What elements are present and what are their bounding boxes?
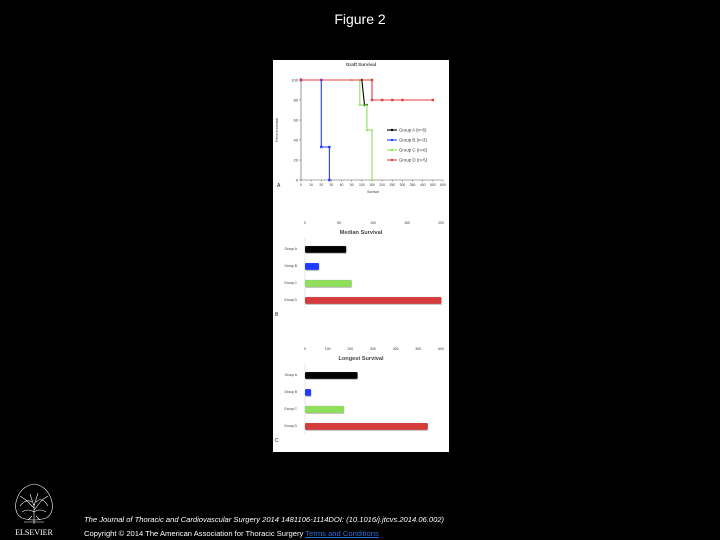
graft-xtick-label: 350 — [409, 183, 416, 187]
median-bar — [305, 246, 346, 253]
elsevier-logo — [6, 478, 62, 538]
figure-svg — [273, 60, 449, 452]
graft-point — [300, 79, 302, 81]
longest-bar-shadow — [306, 379, 358, 380]
graft-point — [328, 146, 330, 148]
median-xtick-label: 0 — [304, 221, 306, 225]
median-bar-shadow — [306, 270, 320, 271]
graft-legend-marker — [391, 159, 393, 161]
longest-category-label: Group C — [284, 407, 297, 411]
graft-xtick-label: 10 — [309, 183, 314, 187]
graft-point — [371, 99, 373, 101]
graft-xtick-label: 400 — [419, 183, 426, 187]
graft-ytick-label: 20 — [293, 157, 298, 163]
graft-legend-marker — [391, 139, 393, 141]
median-bar-shadow — [306, 304, 442, 305]
graft-xtick-label: 20 — [319, 183, 324, 187]
graft-xtick-label: 500 — [430, 183, 436, 187]
graft-xtick-label: 50 — [349, 183, 354, 187]
median-category-label: Group A — [284, 247, 297, 251]
median-title: Median Survival — [339, 230, 383, 236]
median-bar-shadow — [306, 287, 352, 288]
longest-xtick-label: 600 — [438, 347, 444, 351]
longest-title: Longest Survival — [338, 356, 384, 362]
graft-xtick-label: 150 — [369, 183, 375, 187]
graft-survival-title: Graft Survival — [345, 62, 377, 67]
graft-ylabel: Percent survival — [275, 118, 279, 142]
graft-xlabel: Survival — [367, 190, 379, 194]
longest-bar — [305, 406, 344, 413]
longest-category-label: Group B — [284, 390, 297, 394]
graft-point — [432, 99, 434, 101]
graft-point — [401, 99, 403, 101]
median-bar — [305, 280, 352, 287]
longest-bar-shadow — [306, 430, 428, 431]
median-category-label: Group D — [284, 298, 297, 302]
graft-xtick-label: 0 — [300, 183, 302, 187]
terms-link[interactable]: Terms and Conditions — [305, 529, 379, 538]
copyright-text — [84, 529, 379, 538]
citation-text — [84, 515, 444, 524]
longest-bar — [305, 389, 311, 396]
graft-legend-marker — [391, 129, 393, 131]
graft-point — [320, 146, 322, 148]
median-category-label: Group B — [284, 264, 297, 268]
median-bar-shadow — [306, 253, 347, 254]
longest-xtick-label: 300 — [370, 347, 376, 351]
graft-point — [391, 99, 393, 101]
median-xtick-label: 100 — [370, 221, 376, 225]
graft-xtick-label: 300 — [399, 183, 406, 187]
longest-xtick-label: 100 — [324, 347, 331, 351]
graft-point — [371, 79, 373, 81]
panel-a-label: A — [277, 183, 281, 189]
longest-bar — [305, 423, 428, 430]
citation-bound: The Journal of Thoracic and Cardiovascular Surgery 2014 1481106-1114DOI: (10.1016/j.jtcvs.2014.06.002) — [84, 515, 445, 524]
graft-series-line — [301, 80, 372, 180]
graft-xtick-label: 250 — [389, 183, 396, 187]
copyright-bound: Copyright © 2014 The American Association for Thoracic Surgery — [84, 529, 306, 538]
graft-xtick-label: 30 — [329, 183, 334, 187]
graft-ytick-label: 40 — [293, 137, 298, 143]
graft-point — [381, 99, 383, 101]
graft-ytick-label: 60 — [293, 117, 298, 123]
graft-ytick-label: 0 — [295, 177, 298, 183]
graft-legend-label: Group A (n=6) — [399, 127, 427, 133]
longest-xtick-label: 0 — [304, 347, 306, 351]
panel-c-label: C — [275, 438, 279, 444]
longest-bar-shadow — [306, 413, 345, 414]
longest-xtick-label: 400 — [392, 347, 399, 351]
graft-ytick-label: 80 — [293, 97, 298, 103]
median-category-label: Group C — [284, 281, 297, 285]
graft-ytick-label: 100 — [291, 77, 298, 83]
median-bar — [305, 263, 319, 270]
slide-title: Figure 2 — [334, 11, 386, 27]
graft-series-line — [301, 80, 329, 180]
graft-point — [328, 179, 330, 181]
graft-xtick-label: 200 — [379, 183, 385, 187]
longest-xtick-label: 200 — [347, 347, 354, 351]
longest-category-label: Group D — [284, 424, 297, 428]
graft-legend-marker — [391, 149, 393, 151]
longest-bar-shadow — [306, 396, 312, 397]
graft-xtick-label: 40 — [339, 183, 344, 187]
median-xtick-label: 200 — [438, 221, 444, 225]
publisher-name: ELSEVIER — [15, 528, 53, 537]
figure-panel — [273, 60, 449, 452]
median-xtick-label: 50 — [337, 221, 341, 225]
median-xtick-label: 150 — [404, 221, 410, 225]
graft-xtick-label: 600 — [440, 183, 446, 187]
graft-legend-label: Group C (n=6) — [399, 147, 428, 153]
graft-legend-label: Group D (n=5) — [399, 157, 428, 163]
longest-bar — [305, 372, 358, 379]
median-bar — [305, 297, 442, 304]
longest-xtick-label: 500 — [415, 347, 422, 351]
graft-legend-label: Group B (n=3) — [399, 137, 427, 143]
panel-b-label: B — [275, 312, 279, 318]
graft-xtick-label: 100 — [359, 183, 365, 187]
graft-series-line — [301, 80, 367, 105]
longest-category-label: Group A — [284, 373, 297, 377]
